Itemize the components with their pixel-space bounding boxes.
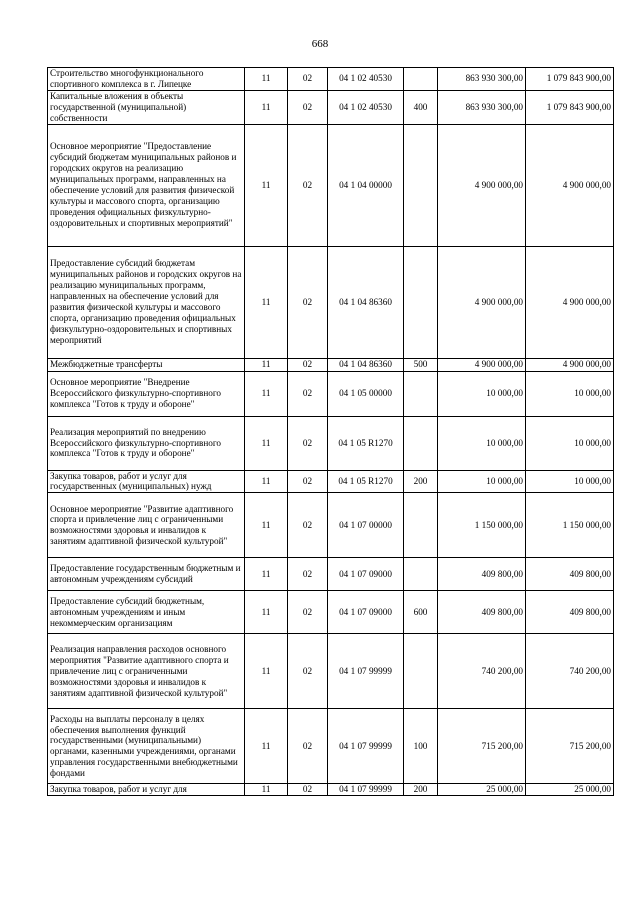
row-target-code-cell: 04 1 07 09000 bbox=[328, 558, 404, 591]
row-expense-type-cell bbox=[404, 634, 438, 709]
row-amount-2-cell: 4 900 000,00 bbox=[526, 246, 614, 358]
table-row bbox=[48, 470, 614, 493]
row-amount-1-cell: 4 900 000,00 bbox=[438, 358, 526, 371]
row-amount-1-cell: 4 900 000,00 bbox=[438, 246, 526, 358]
table-row bbox=[48, 68, 614, 91]
row-amount-1-cell: 409 800,00 bbox=[438, 591, 526, 634]
table-row bbox=[48, 634, 614, 709]
row-name-cell: Межбюджетные трансферты bbox=[48, 358, 245, 371]
row-section-cell: 11 bbox=[245, 371, 288, 416]
row-expense-type-cell bbox=[404, 558, 438, 591]
row-subsection-cell: 02 bbox=[288, 470, 328, 493]
row-amount-1-cell: 10 000,00 bbox=[438, 470, 526, 493]
row-expense-type-cell bbox=[404, 124, 438, 246]
row-amount-1-cell: 740 200,00 bbox=[438, 634, 526, 709]
row-name-cell: Предоставление государственным бюджетным и автономным учреждениям субсидий bbox=[48, 558, 245, 591]
row-target-code-cell: 04 1 05 R1270 bbox=[328, 416, 404, 470]
row-amount-1-cell: 863 930 300,00 bbox=[438, 90, 526, 124]
row-amount-2-cell: 1 150 000,00 bbox=[526, 493, 614, 558]
row-amount-2-cell: 4 900 000,00 bbox=[526, 124, 614, 246]
row-name-cell: Предоставление субсидий бюджетным, автономным учреждениям и иным некоммерческим организациям bbox=[48, 591, 245, 634]
row-subsection-cell: 02 bbox=[288, 634, 328, 709]
budget-table bbox=[47, 67, 614, 796]
row-amount-1-cell: 1 150 000,00 bbox=[438, 493, 526, 558]
row-expense-type-cell bbox=[404, 68, 438, 91]
table-row bbox=[48, 371, 614, 416]
row-amount-2-cell: 740 200,00 bbox=[526, 634, 614, 709]
table-row bbox=[48, 416, 614, 470]
row-target-code-cell: 04 1 07 99999 bbox=[328, 634, 404, 709]
row-amount-2-cell: 10 000,00 bbox=[526, 371, 614, 416]
row-target-code-cell: 04 1 02 40530 bbox=[328, 90, 404, 124]
row-subsection-cell: 02 bbox=[288, 416, 328, 470]
row-amount-1-cell: 10 000,00 bbox=[438, 416, 526, 470]
table-row bbox=[48, 246, 614, 358]
row-expense-type-cell bbox=[404, 246, 438, 358]
page-number: 668 bbox=[311, 38, 329, 50]
row-subsection-cell: 02 bbox=[288, 246, 328, 358]
row-amount-2-cell: 1 079 843 900,00 bbox=[526, 68, 614, 91]
row-amount-2-cell: 10 000,00 bbox=[526, 416, 614, 470]
table-row bbox=[48, 493, 614, 558]
table-row bbox=[48, 358, 614, 371]
row-target-code-cell: 04 1 05 R1270 bbox=[328, 470, 404, 493]
row-section-cell: 11 bbox=[245, 90, 288, 124]
row-section-cell: 11 bbox=[245, 493, 288, 558]
row-expense-type-cell: 200 bbox=[404, 470, 438, 493]
table-row bbox=[48, 591, 614, 634]
row-name-cell: Строительство многофункционального спортивного комплекса в г. Липецке bbox=[48, 68, 245, 91]
row-subsection-cell: 02 bbox=[288, 358, 328, 371]
row-name-cell: Реализация направления расходов основного мероприятия "Развитие адаптивного спорта и привлечение лиц с ограниченными возможностями здоровья и инвалидов к занятиям адаптивной физической культурой" bbox=[48, 634, 245, 709]
row-target-code-cell: 04 1 04 00000 bbox=[328, 124, 404, 246]
row-amount-1-cell: 25 000,00 bbox=[438, 784, 526, 796]
row-subsection-cell: 02 bbox=[288, 493, 328, 558]
row-section-cell: 11 bbox=[245, 124, 288, 246]
row-subsection-cell: 02 bbox=[288, 591, 328, 634]
row-subsection-cell: 02 bbox=[288, 784, 328, 796]
table-row bbox=[48, 709, 614, 784]
row-name-cell: Реализация мероприятий по внедрению Всероссийского физкультурно-спортивного комплекса "Готов к труду и обороне" bbox=[48, 416, 245, 470]
budget-table-body bbox=[48, 68, 614, 796]
row-section-cell: 11 bbox=[245, 470, 288, 493]
row-name-cell: Основное мероприятие "Развитие адаптивного спорта и привлечение лиц с ограниченными возможностями здоровья и инвалидов к занятиям адаптивной физической культурой" bbox=[48, 493, 245, 558]
row-name-cell: Закупка товаров, работ и услуг для bbox=[48, 784, 245, 796]
row-subsection-cell: 02 bbox=[288, 124, 328, 246]
row-section-cell: 11 bbox=[245, 558, 288, 591]
row-amount-1-cell: 863 930 300,00 bbox=[438, 68, 526, 91]
row-target-code-cell: 04 1 05 00000 bbox=[328, 371, 404, 416]
row-section-cell: 11 bbox=[245, 784, 288, 796]
row-target-code-cell: 04 1 02 40530 bbox=[328, 68, 404, 91]
row-expense-type-cell bbox=[404, 371, 438, 416]
row-amount-1-cell: 409 800,00 bbox=[438, 558, 526, 591]
row-amount-1-cell: 715 200,00 bbox=[438, 709, 526, 784]
row-subsection-cell: 02 bbox=[288, 68, 328, 91]
row-expense-type-cell bbox=[404, 493, 438, 558]
row-target-code-cell: 04 1 07 00000 bbox=[328, 493, 404, 558]
row-name-cell: Основное мероприятие "Предоставление субсидий бюджетам муниципальных районов и городских округов на реализацию муниципальных программ, направленных на обеспечение условий для развития физической культуры и массового спорта, организацию проведения официальных физкультурно-оздоровительных и спортивных мероприятий" bbox=[48, 124, 245, 246]
row-expense-type-cell: 400 bbox=[404, 90, 438, 124]
row-name-cell: Расходы на выплаты персоналу в целях обеспечения выполнения функций государственными (муниципальными) органами, казенными учреждениями, органами управления государственными внебюджетными фондами bbox=[48, 709, 245, 784]
row-amount-2-cell: 1 079 843 900,00 bbox=[526, 90, 614, 124]
row-expense-type-cell: 100 bbox=[404, 709, 438, 784]
row-subsection-cell: 02 bbox=[288, 90, 328, 124]
row-section-cell: 11 bbox=[245, 358, 288, 371]
row-amount-2-cell: 409 800,00 bbox=[526, 558, 614, 591]
table-row bbox=[48, 784, 614, 796]
row-section-cell: 11 bbox=[245, 68, 288, 91]
row-expense-type-cell: 200 bbox=[404, 784, 438, 796]
row-section-cell: 11 bbox=[245, 709, 288, 784]
row-amount-1-cell: 4 900 000,00 bbox=[438, 124, 526, 246]
row-amount-2-cell: 25 000,00 bbox=[526, 784, 614, 796]
row-target-code-cell: 04 1 07 09000 bbox=[328, 591, 404, 634]
row-amount-2-cell: 409 800,00 bbox=[526, 591, 614, 634]
row-expense-type-cell: 500 bbox=[404, 358, 438, 371]
row-amount-1-cell: 10 000,00 bbox=[438, 371, 526, 416]
table-row bbox=[48, 90, 614, 124]
table-row bbox=[48, 124, 614, 246]
row-name-cell: Предоставление субсидий бюджетам муниципальных районов и городских округов на реализацию муниципальных программ, направленных на обеспечение условий для развития физической культуры и массового спорта, организацию проведения официальных физкультурно-оздоровительных и спортивных мероприятий bbox=[48, 246, 245, 358]
row-amount-2-cell: 10 000,00 bbox=[526, 470, 614, 493]
row-target-code-cell: 04 1 07 99999 bbox=[328, 709, 404, 784]
row-section-cell: 11 bbox=[245, 416, 288, 470]
row-subsection-cell: 02 bbox=[288, 709, 328, 784]
row-subsection-cell: 02 bbox=[288, 371, 328, 416]
row-amount-2-cell: 715 200,00 bbox=[526, 709, 614, 784]
row-section-cell: 11 bbox=[245, 591, 288, 634]
row-amount-2-cell: 4 900 000,00 bbox=[526, 358, 614, 371]
row-target-code-cell: 04 1 04 86360 bbox=[328, 246, 404, 358]
row-expense-type-cell: 600 bbox=[404, 591, 438, 634]
row-section-cell: 11 bbox=[245, 634, 288, 709]
row-subsection-cell: 02 bbox=[288, 558, 328, 591]
row-name-cell: Капитальные вложения в объекты государственной (муниципальной) собственности bbox=[48, 90, 245, 124]
row-target-code-cell: 04 1 04 86360 bbox=[328, 358, 404, 371]
row-target-code-cell: 04 1 07 99999 bbox=[328, 784, 404, 796]
row-expense-type-cell bbox=[404, 416, 438, 470]
row-name-cell: Закупка товаров, работ и услуг для государственных (муниципальных) нужд bbox=[48, 470, 245, 493]
row-name-cell: Основное мероприятие "Внедрение Всероссийского физкультурно-спортивного комплекса "Готов к труду и обороне" bbox=[48, 371, 245, 416]
table-row bbox=[48, 558, 614, 591]
row-section-cell: 11 bbox=[245, 246, 288, 358]
